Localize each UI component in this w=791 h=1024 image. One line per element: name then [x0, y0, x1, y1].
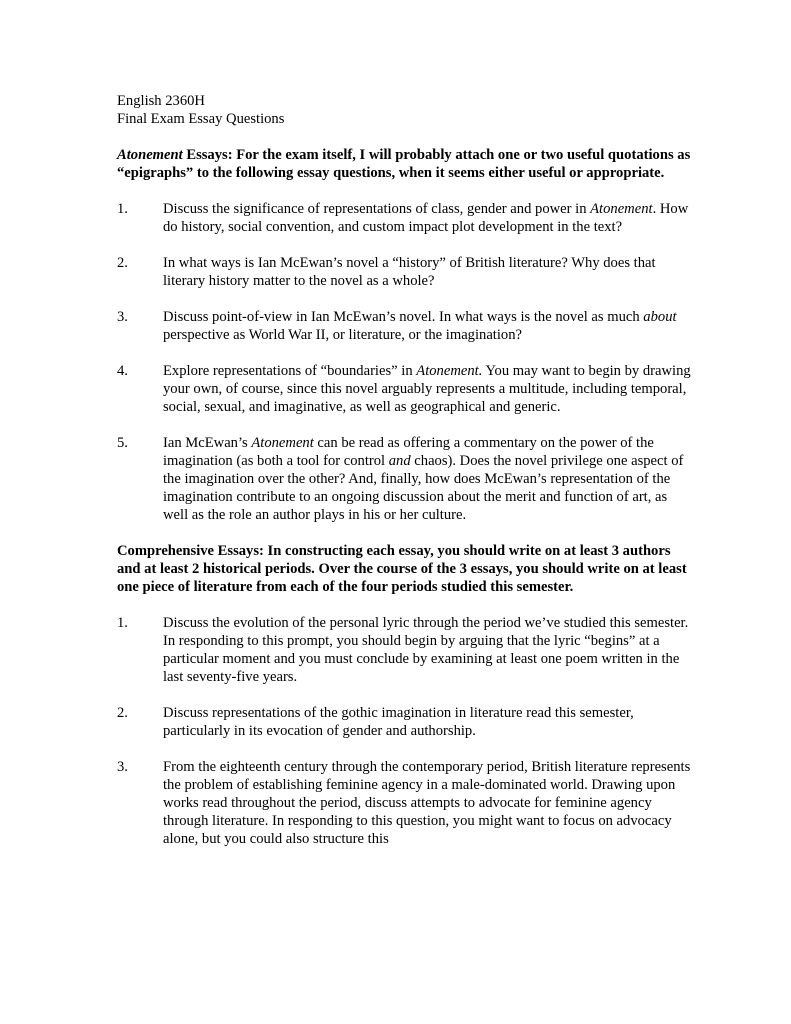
- question-item: [117, 614, 691, 686]
- question-item: [117, 434, 691, 524]
- question-text: Discuss representations of the gothic imagination in literature read this semester, particularly in its evocation of gender and authorship.: [163, 705, 634, 739]
- text-run: You may want to begin by drawing your own, of course, since this novel arguably represents a multitude, including temporal, social, sexual, and imaginative, as well as geographical and generic.: [163, 363, 691, 415]
- question-item: [117, 704, 691, 740]
- italic-text: and: [388, 453, 411, 469]
- document-subtitle: Final Exam Essay Questions: [117, 111, 285, 127]
- italic-text: about: [643, 309, 677, 325]
- section-heading-atonement: [117, 146, 691, 182]
- question-number: 1.: [117, 615, 128, 631]
- text-run: Discuss the significance of representations of class, gender and power in: [163, 201, 591, 217]
- question-number: 1.: [117, 201, 128, 217]
- course-title: English 2360H: [117, 93, 205, 109]
- question-number: 5.: [117, 435, 128, 451]
- question-number: 3.: [117, 759, 128, 775]
- italic-text: Atonement: [590, 201, 653, 217]
- text-run: perspective as World War II, or literature, or the imagination?: [163, 327, 522, 343]
- heading-italic-title: Atonement: [117, 147, 183, 163]
- atonement-question-list: [117, 200, 691, 524]
- text-run: Ian McEwan’s: [163, 435, 252, 451]
- italic-text: Atonement.: [416, 363, 483, 379]
- document-header: [117, 92, 691, 128]
- question-text: Discuss the evolution of the personal lyric through the period we’ve studied this semester. In responding to this prompt, you should begin by arguing that the lyric “begins” at a particular moment and you must conclude by examining at least one poem written in the last seventy-five years.: [163, 615, 689, 685]
- question-item: [117, 308, 691, 344]
- question-number: 2.: [117, 255, 128, 271]
- text-run: In what ways is Ian McEwan’s novel a “history” of British literature? Why does that literary history matter to the novel as a whole?: [163, 255, 656, 289]
- text-run: can be read as offering a commentary on the power of the imagination (as both a tool for control: [163, 435, 654, 469]
- question-item: [117, 254, 691, 290]
- question-text: [163, 362, 691, 416]
- text-run: Explore representations of “boundaries” in: [163, 363, 417, 379]
- question-text: [163, 254, 691, 290]
- heading-text: Essays: For the exam itself, I will probably attach one or two useful quotations as “epigraphs” to the following essay questions, when it seems either useful or appropriate.: [117, 147, 691, 181]
- question-item: [117, 200, 691, 236]
- question-text: [163, 308, 691, 344]
- question-text: From the eighteenth century through the contemporary period, British literature represents the problem of establishing feminine agency in a male-dominated world. Drawing upon works read throughout the period, discuss attempts to advocate for feminine agency through literature. In responding to this question, you might want to focus on advocacy alone, but you could also structure this: [163, 759, 691, 847]
- text-run: Discuss point-of-view in Ian McEwan’s novel. In what ways is the novel as much: [163, 309, 644, 325]
- question-number: 2.: [117, 705, 128, 721]
- question-number: 3.: [117, 309, 128, 325]
- question-item: [117, 758, 691, 848]
- question-text: [163, 434, 691, 524]
- question-text: [163, 200, 691, 236]
- question-item: [117, 362, 691, 416]
- text-run: . How do history, social convention, and custom impact plot development in the text?: [163, 201, 689, 235]
- italic-text: Atonement: [251, 435, 314, 451]
- text-run: chaos). Does the novel privilege one aspect of the imagination over the other? And, finally, how does McEwan’s representation of the imagination contribute to an ongoing discussion about the merit and function of art, as well as the role an author plays in his or her culture.: [163, 453, 684, 523]
- question-number: 4.: [117, 363, 128, 379]
- section-heading-comprehensive: Comprehensive Essays: In constructing each essay, you should write on at least 3 authors and at least 2 historical periods. Over the course of the 3 essays, you should write on at least one piece of literature from each of the four periods studied this semester.: [117, 543, 687, 595]
- comprehensive-question-list: [117, 614, 691, 848]
